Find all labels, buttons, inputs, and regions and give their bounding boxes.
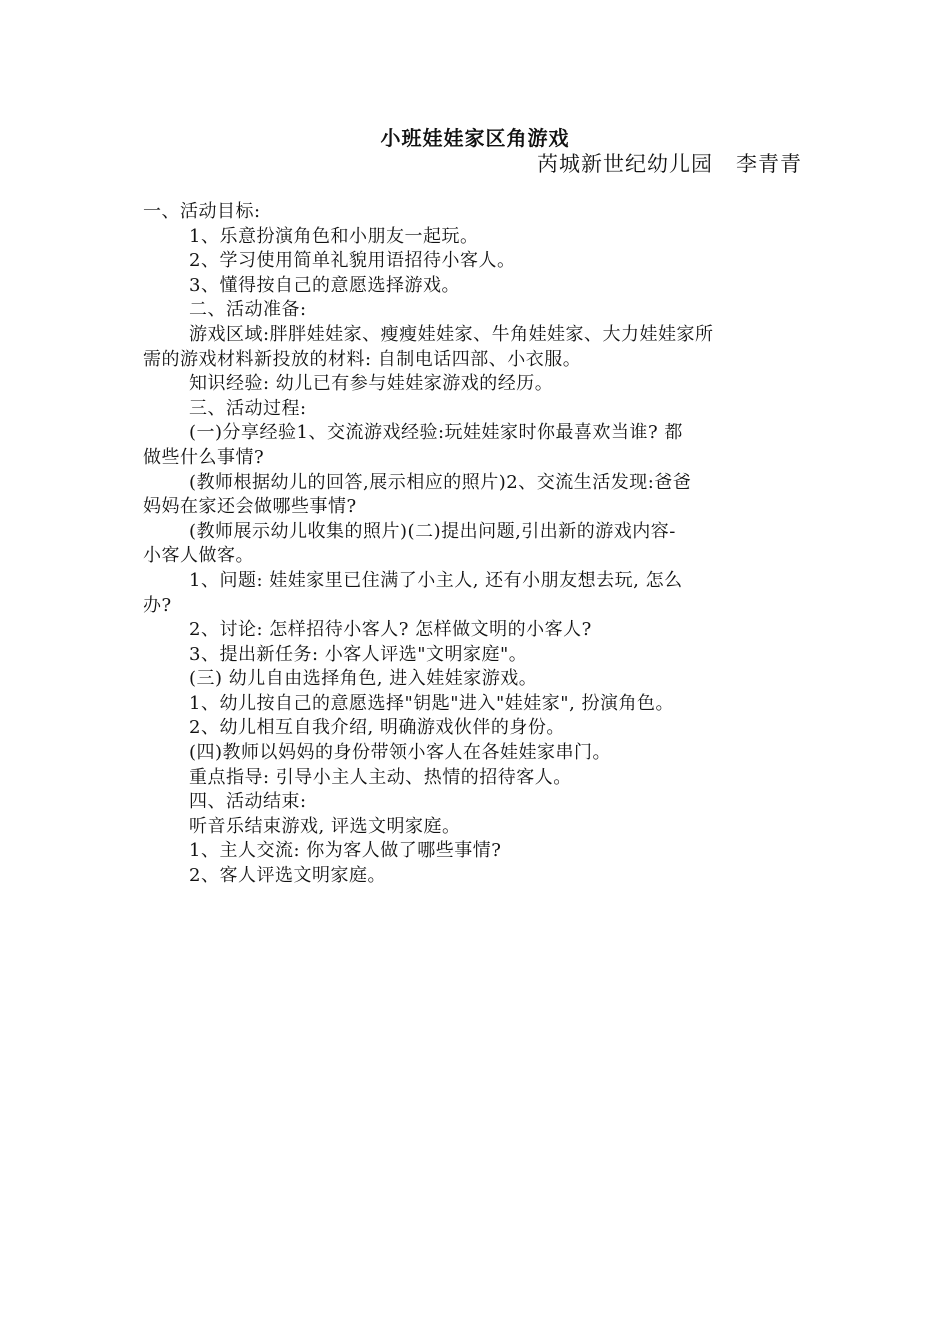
text-line: 二、活动准备:: [189, 299, 307, 321]
text-line: 妈妈在家还会做哪些事情?: [143, 496, 357, 518]
text-line: 1、问题: 娃娃家里已住满了小主人, 还有小朋友想去玩, 怎么: [189, 569, 683, 591]
text-line: 办?: [143, 594, 172, 616]
text-line: 1、主人交流: 你为客人做了哪些事情?: [189, 840, 502, 862]
document-body: [143, 200, 809, 889]
text-line: 需的游戏材料新投放的材料: 自制电话四部、小衣服。: [143, 348, 582, 370]
text-line: 2、讨论: 怎样招待小客人? 怎样做文明的小客人?: [189, 619, 592, 641]
text-line: 3、提出新任务: 小客人评选"文明家庭"。: [189, 643, 528, 665]
text-line: 听音乐结束游戏, 评选文明家庭。: [189, 815, 461, 837]
text-line: 2、学习使用简单礼貌用语招待小客人。: [189, 250, 516, 272]
text-line: 一、活动目标:: [143, 201, 261, 222]
text-line: 小客人做客。: [143, 545, 254, 567]
text-line: (一)分享经验1、交流游戏经验:玩娃娃家时你最喜欢当谁? 都: [189, 422, 683, 444]
text-line: 重点指导: 引导小主人主动、热情的招待客人。: [189, 766, 572, 788]
text-line: 1、乐意扮演角色和小朋友一起玩。: [189, 225, 479, 247]
text-line: (教师根据幼儿的回答,展示相应的照片)2、交流生活发现:爸爸: [189, 471, 692, 493]
text-line: 知识经验: 幼儿已有参与娃娃家游戏的经历。: [189, 373, 554, 395]
text-line: 三、活动过程:: [189, 397, 307, 419]
text-line: 做些什么事情?: [143, 446, 265, 468]
document-title: 小班娃娃家区角游戏: [380, 126, 570, 150]
text-line: (四)教师以妈妈的身份带领小客人在各娃娃家串门。: [189, 742, 612, 764]
text-line: 四、活动结束:: [189, 791, 307, 813]
text-line: 2、幼儿相互自我介绍, 明确游戏伙伴的身份。: [189, 717, 565, 739]
text-line: (三) 幼儿自由选择角色, 进入娃娃家游戏。: [189, 668, 538, 690]
text-line: 1、幼儿按自己的意愿选择"钥匙"进入"娃娃家", 扮演角色。: [189, 692, 675, 714]
text-line: 游戏区域:胖胖娃娃家、瘦瘦娃娃家、牛角娃娃家、大力娃娃家所: [189, 323, 714, 345]
text-line: 2、客人评选文明家庭。: [189, 865, 386, 887]
document-byline: 芮城新世纪幼儿园 李青青: [536, 152, 802, 176]
text-line: 3、懂得按自己的意愿选择游戏。: [189, 274, 460, 296]
text-line: (教师展示幼儿收集的照片)(二)提出问题,引出新的游戏内容-: [189, 520, 676, 542]
